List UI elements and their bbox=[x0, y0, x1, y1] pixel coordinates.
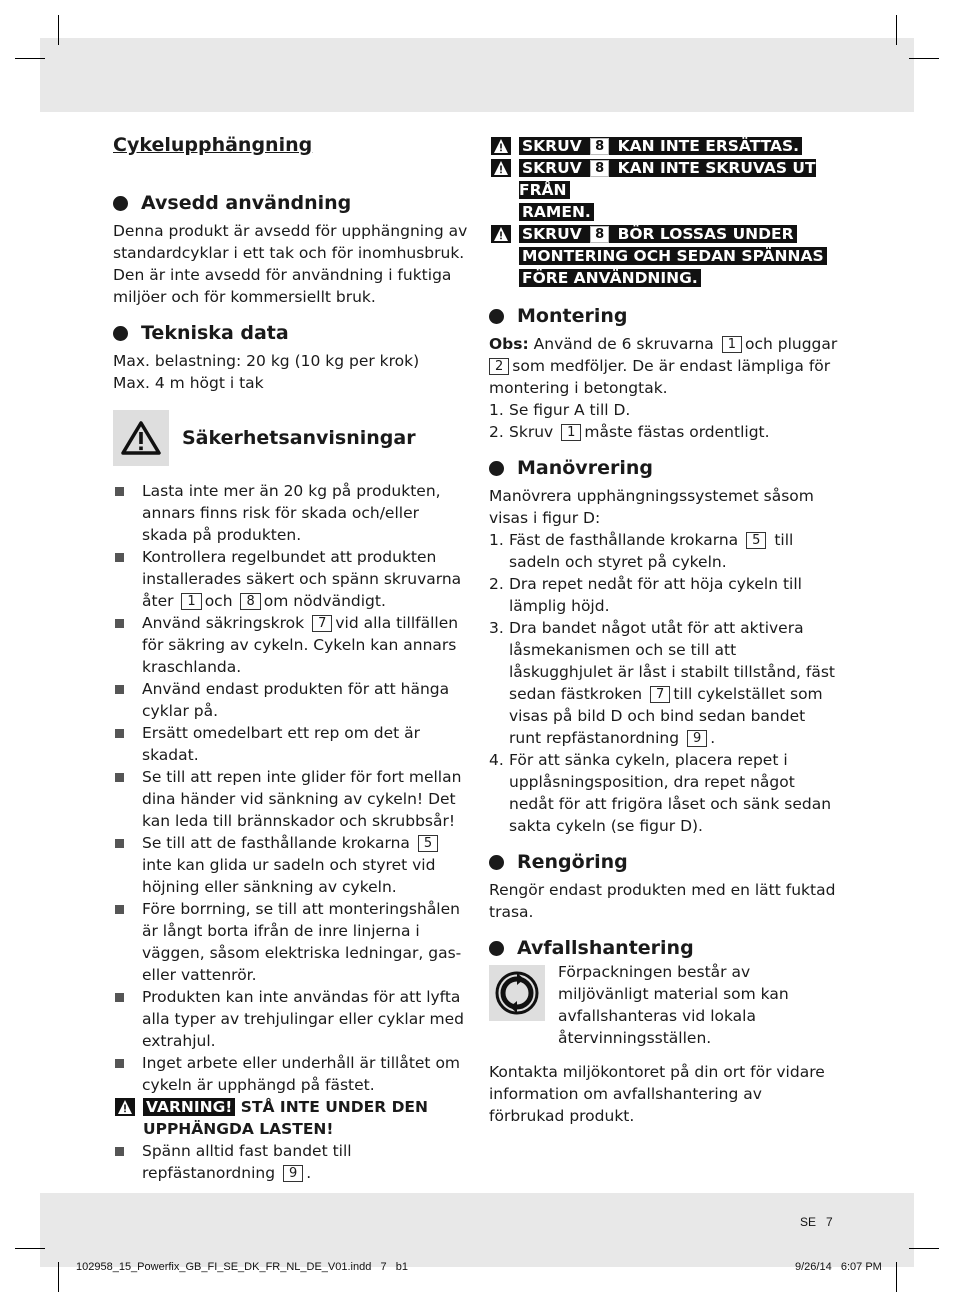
file-info: 102958_15_Powerfix_GB_FI_SE_DK_FR_NL_DE_V01.indd 7 b1 bbox=[76, 1261, 409, 1273]
green-dot-recycling-icon bbox=[489, 965, 545, 1021]
warning-label: VARNING! bbox=[143, 1098, 235, 1116]
bullet-dot-icon bbox=[113, 326, 128, 341]
part-number-box: 9 bbox=[283, 1165, 303, 1182]
list-item: 2. Skruv 1 måste fästas ordentligt. bbox=[489, 423, 770, 441]
left-column bbox=[113, 130, 468, 1184]
bullet-dot-icon bbox=[489, 309, 504, 324]
right-column bbox=[489, 135, 841, 1127]
warning-icon bbox=[491, 225, 511, 243]
tech-data-heading: Tekniska data bbox=[113, 320, 468, 346]
screw-warning-1: SKRUV 8 KAN INTE ERSÄTTAS. bbox=[489, 135, 841, 157]
warning-triangle-icon bbox=[113, 410, 169, 466]
part-number-box: 2 bbox=[489, 358, 509, 375]
safety-heading: Säkerhetsanvisningar bbox=[113, 410, 468, 466]
part-number-box: 1 bbox=[181, 593, 201, 610]
cleaning-text: Rengör endast produkten med en lätt fuktad trasa. bbox=[489, 881, 836, 921]
part-number-box: 1 bbox=[561, 424, 581, 441]
list-item: 1. Fäst de fasthållande krokarna 5 till sadeln och styret på cykeln. bbox=[489, 531, 794, 571]
crop-mark bbox=[896, 15, 897, 45]
crop-mark bbox=[58, 1262, 59, 1292]
page-number: SE 7 bbox=[800, 1215, 833, 1229]
list-item: Se till att de fasthållande krokarna 5inte kan glida ur sadeln och styret vid höjning eller sänkning av cykeln. bbox=[113, 832, 468, 898]
mounting-steps bbox=[489, 399, 841, 443]
page-title: Cykelupphängning bbox=[113, 134, 313, 156]
bullet-dot-icon bbox=[489, 941, 504, 956]
list-item: 3. Dra bandet något utåt för att aktivera låsmekanismen och se till att låskugghjulet är låst i stabilt tillstånd, fäst sedan fästkroken 7 till cykelstället som visas på bild D och bind sedan bandet runt repfästanordning 9 . bbox=[489, 619, 835, 747]
tech-line-2: Max. 4 m högt i tak bbox=[113, 374, 264, 392]
disposal-text-2: Kontakta miljökontoret på din ort för vidare information om avfallshantering av förbrukad produkt. bbox=[489, 1063, 825, 1125]
mounting-obs: Obs: Använd de 6 skruvarna 1 och pluggar 2 som medföljer. De är endast lämpliga för montering i betongtak. bbox=[489, 335, 838, 397]
part-number-box: 8 bbox=[590, 138, 609, 155]
intended-use-text: Denna produkt är avsedd för upphängning av standardcyklar i ett tak och för inomhusbruk. Den är inte avsedd för användning i fuktiga miljöer och för kommersiellt bruk. bbox=[113, 222, 468, 306]
list-item: Produkten kan inte användas för att lyfta alla typer av trehjulingar eller cyklar med extrahjul. bbox=[113, 986, 468, 1052]
part-number-box: 7 bbox=[650, 686, 670, 703]
disposal-text-1: Förpackningen består av miljövänligt material som kan avfallshanteras vid lokala återvinningsställen. bbox=[558, 963, 789, 1047]
intended-use-heading: Avsedd användning bbox=[113, 190, 468, 216]
part-number-box: 8 bbox=[240, 593, 260, 610]
safety-list-tail bbox=[113, 1140, 468, 1184]
list-item: Ersätt omedelbart ett rep om det är skadat. bbox=[113, 722, 468, 766]
list-item: 1. Se figur A till D. bbox=[489, 401, 631, 419]
list-item: Se till att repen inte glider för fort mellan dina händer vid sänkning av cykeln! Det kan leda till brännskador och skrubbsår! bbox=[113, 766, 468, 832]
crop-mark bbox=[15, 58, 45, 59]
cleaning-heading: Rengöring bbox=[489, 849, 841, 875]
list-item: 2. Dra repet nedåt för att höja cykeln till lämplig höjd. bbox=[489, 575, 802, 615]
list-item: Spänn alltid fast bandet till repfästanordning 9 . bbox=[113, 1140, 468, 1184]
disposal-heading: Avfallshantering bbox=[489, 935, 841, 961]
warning-notice: VARNING! STÅ INTE UNDER DEN UPPHÄNGDA LASTEN! bbox=[113, 1096, 468, 1140]
operation-heading: Manövrering bbox=[489, 455, 841, 481]
part-number-box: 8 bbox=[590, 226, 609, 243]
list-item: Lasta inte mer än 20 kg på produkten, annars finns risk för skada och/eller skada på produkten. bbox=[113, 480, 468, 546]
warning-icon bbox=[491, 137, 511, 155]
part-number-box: 8 bbox=[590, 160, 609, 177]
date-info: 9/26/14 6:07 PM bbox=[795, 1261, 882, 1273]
part-number-box: 1 bbox=[722, 336, 742, 353]
part-number-box: 9 bbox=[687, 730, 707, 747]
operation-steps bbox=[489, 529, 841, 837]
crop-mark bbox=[58, 15, 59, 45]
crop-mark bbox=[896, 1262, 897, 1292]
screw-warning-2: SKRUV 8 KAN INTE SKRUVAS UT FRÅN RAMEN. bbox=[489, 157, 841, 223]
crop-mark bbox=[909, 58, 939, 59]
warning-icon bbox=[115, 1098, 135, 1116]
part-number-box: 5 bbox=[418, 835, 438, 852]
list-item: Använd endast produkten för att hänga cyklar på. bbox=[113, 678, 468, 722]
part-number-box: 5 bbox=[746, 532, 766, 549]
bullet-dot-icon bbox=[113, 196, 128, 211]
list-item: Inget arbete eller underhåll är tillåtet om cykeln är upphängd på fästet. bbox=[113, 1052, 468, 1096]
tech-line-1: Max. belastning: 20 kg (10 kg per krok) bbox=[113, 352, 420, 370]
list-item: Före borrning, se till att monteringshålen är långt borta ifrån de inre linjerna i väggen, såsom elektriska ledningar, gas- eller vattenrör. bbox=[113, 898, 468, 986]
mounting-heading: Montering bbox=[489, 303, 841, 329]
bullet-dot-icon bbox=[489, 461, 504, 476]
header-band bbox=[40, 38, 914, 112]
operation-intro: Manövrera upphängningssystemet såsom visas i figur D: bbox=[489, 487, 814, 527]
crop-mark bbox=[15, 1248, 45, 1249]
screw-warning-3: SKRUV 8 BÖR LOSSAS UNDER MONTERING OCH SEDAN SPÄNNAS FÖRE ANVÄNDNING. bbox=[489, 223, 841, 289]
list-item: 4. För att sänka cykeln, placera repet i upplåsningsposition, dra repet något nedåt för att frigöra låset och sänk sedan sakta cykeln (se figur D). bbox=[489, 751, 832, 835]
crop-mark bbox=[909, 1248, 939, 1249]
part-number-box: 7 bbox=[312, 615, 332, 632]
list-item: Kontrollera regelbundet att produkten installerades säkert och spänn skruvarna åter 1 och 8 om nödvändigt. bbox=[113, 546, 468, 612]
footer-band bbox=[40, 1193, 914, 1267]
disposal-block bbox=[489, 965, 841, 1049]
bullet-dot-icon bbox=[489, 855, 504, 870]
list-item: Använd säkringskrok 7 vid alla tillfällen för säkring av cykeln. Cykeln kan annars kraschlanda. bbox=[113, 612, 468, 678]
safety-list bbox=[113, 480, 468, 1096]
warning-icon bbox=[491, 159, 511, 177]
